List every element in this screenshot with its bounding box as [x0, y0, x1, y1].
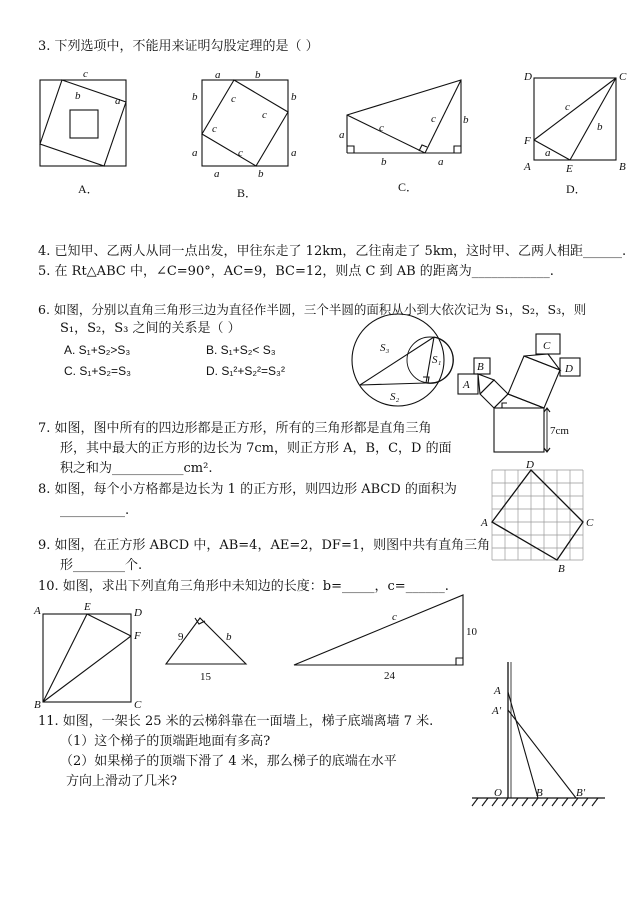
q10-label-C: C — [134, 699, 142, 711]
q10-label-B: B — [34, 699, 41, 711]
q6-line1: 6. 如图，分别以直角三角形三边为直径作半圆，三个半圆的面积从小到大依次记为 S₁，S₂，S₃，则 — [38, 302, 587, 317]
q3a-label-a: a — [115, 95, 121, 107]
q11-ladder-figure — [470, 660, 610, 812]
q10-square-figure — [34, 602, 149, 710]
q3b-label-b-left: b — [192, 91, 198, 103]
q7-figure — [450, 328, 600, 458]
q10-label-E: E — [84, 601, 91, 613]
q3b-label-a-bottom: a — [214, 168, 220, 180]
q6-figure — [350, 305, 460, 415]
q3-figure-d — [520, 68, 630, 180]
q11-sub2b: 方向上滑动了几米? — [66, 774, 177, 789]
q3c-label-b-right: b — [463, 114, 469, 126]
q10-text: 10. 如图，求出下列直角三角形中未知边的长度：b=_____，c=______. — [38, 579, 449, 594]
q3b-label-b-top: b — [255, 69, 261, 81]
q10-label-10: 10 — [466, 626, 477, 638]
q6-label-s3: S₃ — [380, 342, 390, 354]
q3d-label-A: A — [524, 161, 531, 173]
q10-label-c: c — [392, 611, 397, 623]
q5-text: 5. 在 Rt△ABC 中，∠C=90°，AC=9，BC=12，则点 C 到 AB 的距离为____________. — [38, 264, 554, 279]
q10-label-D: D — [134, 607, 142, 619]
q6-option-a: A. S₁+S₂>S₃ — [64, 343, 131, 357]
q6-line2: S₁，S₂，S₃ 之间的关系是（ ） — [60, 321, 241, 336]
q6-option-d: D. S₁²+S₂²=S₃² — [206, 364, 285, 378]
q3d-label-E: E — [566, 163, 573, 175]
q7-line3: 积之和为___________cm². — [60, 461, 213, 476]
q11-label-O: O — [494, 787, 502, 799]
q7-label-B: B — [477, 361, 484, 373]
q10-label-9: 9 — [178, 631, 184, 643]
q7-label-length: 7cm — [550, 425, 569, 437]
q3c-label-c1: c — [379, 122, 384, 134]
q7-line2: 形，其中最大的正方形的边长为 7cm，则正方形 A，B，C，D 的面 — [60, 441, 452, 456]
q3b-label-a-left: a — [192, 147, 198, 159]
q3c-label-c2: c — [431, 113, 436, 125]
q3b-label-a-top: a — [215, 69, 221, 81]
q3a-label-b: b — [75, 90, 81, 102]
q6-label-s2: S₂ — [390, 391, 400, 403]
q3-option-d: D． — [566, 182, 587, 196]
q8-line2: __________. — [60, 503, 130, 518]
q10-label-24: 24 — [384, 670, 395, 682]
q3d-label-a: a — [545, 147, 551, 159]
q3c-label-a-bottom: a — [438, 156, 444, 168]
q11-label-A: A — [494, 685, 501, 697]
q7-label-D: D — [565, 363, 573, 375]
q4-text: 4. 已知甲、乙两人从同一点出发，甲往东走了 12km，乙往南走了 5km，这时甲、乙两人相距______. — [38, 244, 627, 259]
q3a-label-c: c — [83, 68, 88, 80]
q3-figure-c — [335, 75, 470, 170]
q3-option-b: B． — [237, 186, 258, 200]
q3d-label-D: D — [524, 71, 532, 83]
q3d-label-b: b — [597, 121, 603, 133]
q3c-label-a-left: a — [339, 129, 345, 141]
q8-grid-figure — [478, 458, 598, 576]
q10-triangle-large — [288, 590, 488, 682]
q8-label-A: A — [481, 517, 488, 529]
q3d-label-C: C — [619, 71, 627, 83]
q10-label-F: F — [134, 630, 141, 642]
q3-figure-a — [38, 70, 138, 175]
q7-label-C: C — [543, 340, 551, 352]
q8-label-C: C — [586, 517, 594, 529]
q3d-label-c: c — [565, 101, 570, 113]
q10-label-15: 15 — [200, 671, 211, 683]
q6-label-s1: S₁ — [432, 354, 442, 366]
q11-sub2a: （2）如果梯子的顶端下滑了 4 米，那么梯子的底端在水平 — [60, 754, 397, 769]
q3b-label-b-right: b — [291, 91, 297, 103]
q7-line1: 7. 如图，图中所有的四边形都是正方形，所有的三角形都是直角三角 — [38, 421, 432, 436]
q11-label-B-prime: B′ — [576, 787, 586, 799]
q11-label-B: B — [536, 787, 543, 799]
q3-stem: 3. 下列选项中，不能用来证明勾股定理的是（ ） — [38, 39, 319, 54]
q9-line2: 形________个. — [60, 558, 143, 573]
q10-label-b: b — [226, 631, 232, 643]
q3b-label-c3: c — [212, 123, 217, 135]
q3b-label-a-right: a — [291, 147, 297, 159]
q3d-label-F: F — [524, 135, 531, 147]
q3c-label-b-bottom: b — [381, 156, 387, 168]
q3-option-c: C． — [398, 180, 419, 194]
q3-figure-b — [192, 70, 302, 180]
q9-line1: 9. 如图，在正方形 ABCD 中，AB=4，AE=2，DF=1，则图中共有直角三角 — [38, 538, 491, 553]
q11-label-A-prime: A′ — [492, 705, 502, 717]
q3b-label-c4: c — [238, 147, 243, 159]
q6-option-c: C. S₁+S₂=S₃ — [64, 364, 131, 378]
q3-option-a: A． — [78, 182, 99, 196]
q11-sub1: （1）这个梯子的顶端距地面有多高? — [60, 734, 271, 749]
q3b-label-c2: c — [262, 109, 267, 121]
q11-line1: 11. 如图，一架长 25 米的云梯斜靠在一面墙上，梯子底端离墙 7 米. — [38, 714, 434, 729]
q6-option-b: B. S₁+S₂< S₃ — [206, 343, 276, 357]
q10-label-A: A — [34, 605, 41, 617]
q7-label-A: A — [463, 379, 470, 391]
q8-label-D: D — [526, 459, 534, 471]
q8-line1: 8. 如图，每个小方格都是边长为 1 的正方形，则四边形 ABCD 的面积为 — [38, 482, 457, 497]
q8-label-B: B — [558, 563, 565, 575]
q3b-label-c1: c — [231, 93, 236, 105]
q3b-label-b-bottom: b — [258, 168, 264, 180]
q3d-label-B: B — [619, 161, 626, 173]
q10-triangle-small — [160, 610, 255, 685]
